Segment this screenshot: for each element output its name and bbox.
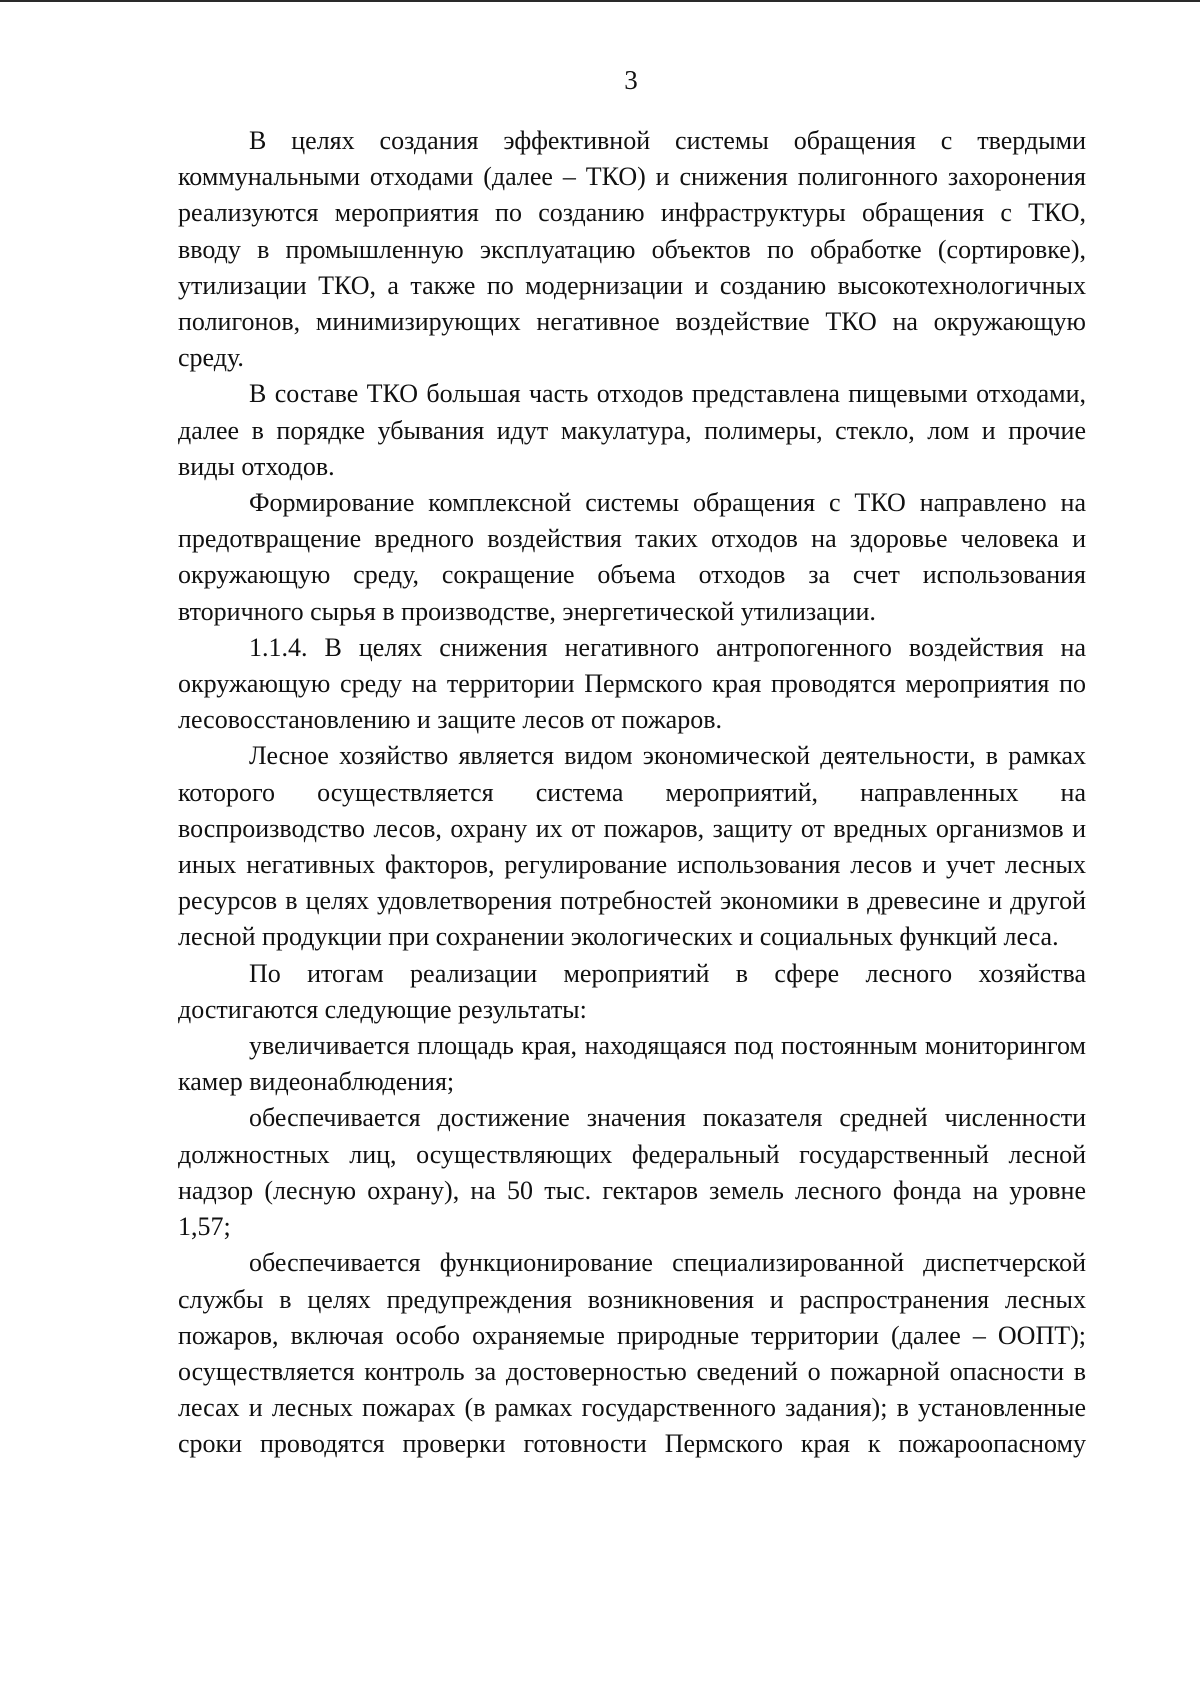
paragraph-result-staff-indicator: обеспечивается достижение значения показателя средней численности должностных лиц, осуществляющих федеральный государственный лесной надзор (лесную охрану), на 50 тыс. гектаров земель лесного фонда на уровне 1,57; [178,1103,1086,1242]
paragraph-result-dispatch-service: обеспечивается функционирование специализированной диспетчерской службы в целях предупреждения возникновения и распространения лесных пожаров, включая особо охраняемые природные территории (далее – ООПТ); осуществляется контроль за достоверностью сведений о пожарной опасности в лесах и лесных пожарах (в рамках государственного задания); в установленные сроки проводятся проверки готовности Пермского края к пожароопасному [178,1248,1086,1459]
document-body [178,123,1086,1463]
scan-top-edge [0,0,1200,2]
paragraph-tko-composition: В составе ТКО большая часть отходов представлена пищевыми отходами, далее в порядке убывания идут макулатура, полимеры, стекло, лом и прочие виды отходов. [178,379,1086,481]
page-number: 3 [624,65,638,95]
paragraph-tko-system: В целях создания эффективной системы обращения с твердыми коммунальными отходами (далее – ТКО) и снижения полигонного захоронения реализуются мероприятия по созданию инфраструктуры обращения с ТКО, вводу в промышленную эксплуатацию объектов по обработке (сортировке), утилизации ТКО, а также по модернизации и созданию высокотехнологичных полигонов, минимизирующих негативное воздействие ТКО на окружающую среду. [178,126,1086,373]
paragraph-result-video-monitoring: увеличивается площадь края, находящаяся под постоянным мониторингом камер видеонаблюдения; [178,1031,1086,1097]
paragraph-forestry-results-intro: По итогам реализации мероприятий в сфере лесного хозяйства достигаются следующие результаты: [178,958,1086,1024]
paragraph-forestry-definition: Лесное хозяйство является видом экономической деятельности, в рамках которого осуществляется система мероприятий, направленных на воспроизводство лесов, охрану их от пожаров, защиту от вредных организмов и иных негативных факторов, регулирование использования лесов и учет лесных ресурсов в целях удовлетворения потребностей экономики в древесине и другой лесной продукции при сохранении экологических и социальных функций леса. [178,741,1086,952]
paragraph-section-1-1-4: 1.1.4. В целях снижения негативного антропогенного воздействия на окружающую среду на территории Пермского края проводятся мероприятия по лесовосстановлению и защите лесов от пожаров. [178,632,1086,735]
paragraph-tko-complex-system: Формирование комплексной системы обращения с ТКО направлено на предотвращение вредного воздействия таких отходов на здоровье человека и окружающую среду, сокращение объема отходов за счет использования вторичного сырья в производстве, энергетической утилизации. [178,488,1086,626]
